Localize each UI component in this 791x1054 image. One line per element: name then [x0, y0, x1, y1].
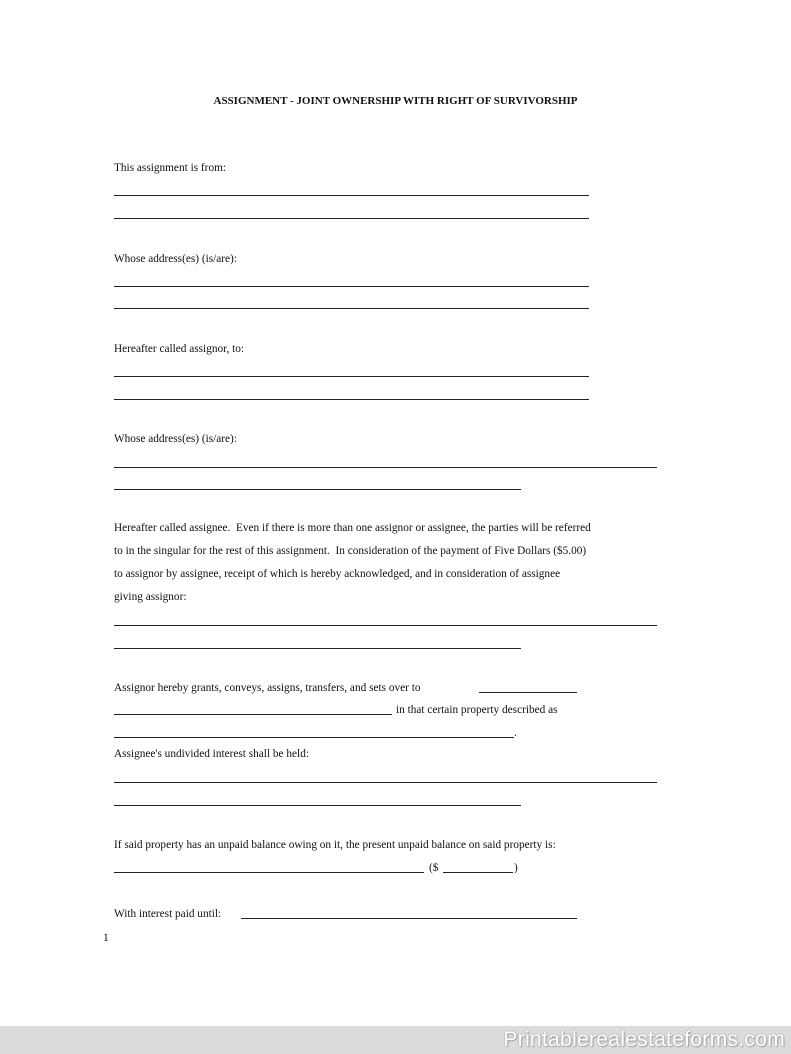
from-line-2[interactable]: [114, 218, 589, 219]
interest-line[interactable]: [114, 714, 392, 715]
assignor-line-2[interactable]: [114, 399, 589, 400]
address2-line-1[interactable]: [114, 467, 657, 468]
paragraph-line: to assignor by assignee, receipt of which is hereby acknowledged, and in consideration of assignee: [114, 568, 561, 580]
assignor-line-1[interactable]: [114, 376, 589, 377]
property-description-line[interactable]: [114, 737, 514, 738]
page-number: 1: [103, 932, 109, 944]
dollar-amount-line[interactable]: [443, 872, 513, 873]
giving-line-2[interactable]: [114, 648, 521, 649]
from-label: This assignment is from:: [114, 162, 227, 174]
document-title: ASSIGNMENT - JOINT OWNERSHIP WITH RIGHT OF SURVIVORSHIP: [213, 95, 578, 107]
address2-line-2[interactable]: [114, 489, 521, 490]
address1-line-2[interactable]: [114, 308, 589, 309]
grantee-line[interactable]: [479, 692, 577, 693]
undivided-line-2[interactable]: [114, 805, 521, 806]
property-text: in that certain property described as: [396, 704, 558, 716]
from-line-1[interactable]: [114, 195, 589, 196]
period: .: [514, 727, 517, 739]
undivided-label: Assignee's undivided interest shall be held:: [114, 748, 309, 760]
unpaid-balance-line[interactable]: [114, 872, 424, 873]
assignor-label: Hereafter called assignor, to:: [114, 343, 245, 355]
grants-text: Assignor hereby grants, conveys, assigns, transfers, and sets over to: [114, 682, 421, 694]
dollar-close: ): [514, 862, 518, 874]
undivided-line-1[interactable]: [114, 782, 657, 783]
unpaid-balance-text: If said property has an unpaid balance owing on it, the present unpaid balance on said property is:: [114, 839, 556, 851]
giving-line-1[interactable]: [114, 625, 657, 626]
address1-line-1[interactable]: [114, 286, 589, 287]
watermark: Printablerealestateforms.com: [503, 1028, 785, 1051]
interest-date-line[interactable]: [241, 918, 577, 919]
paragraph-line: giving assignor:: [114, 591, 187, 603]
interest-label: With interest paid until:: [114, 908, 222, 920]
paragraph-line: to in the singular for the rest of this assignment. In consideration of the payment of Five Dollars ($5.00): [114, 545, 587, 557]
address1-label: Whose address(es) (is/are):: [114, 253, 237, 265]
dollar-open: ($: [429, 862, 439, 874]
footer-banner: [0, 1026, 791, 1054]
paragraph-line: Hereafter called assignee. Even if there is more than one assignor or assignee, the parties will be referred: [114, 522, 591, 534]
address2-label: Whose address(es) (is/are):: [114, 433, 237, 445]
